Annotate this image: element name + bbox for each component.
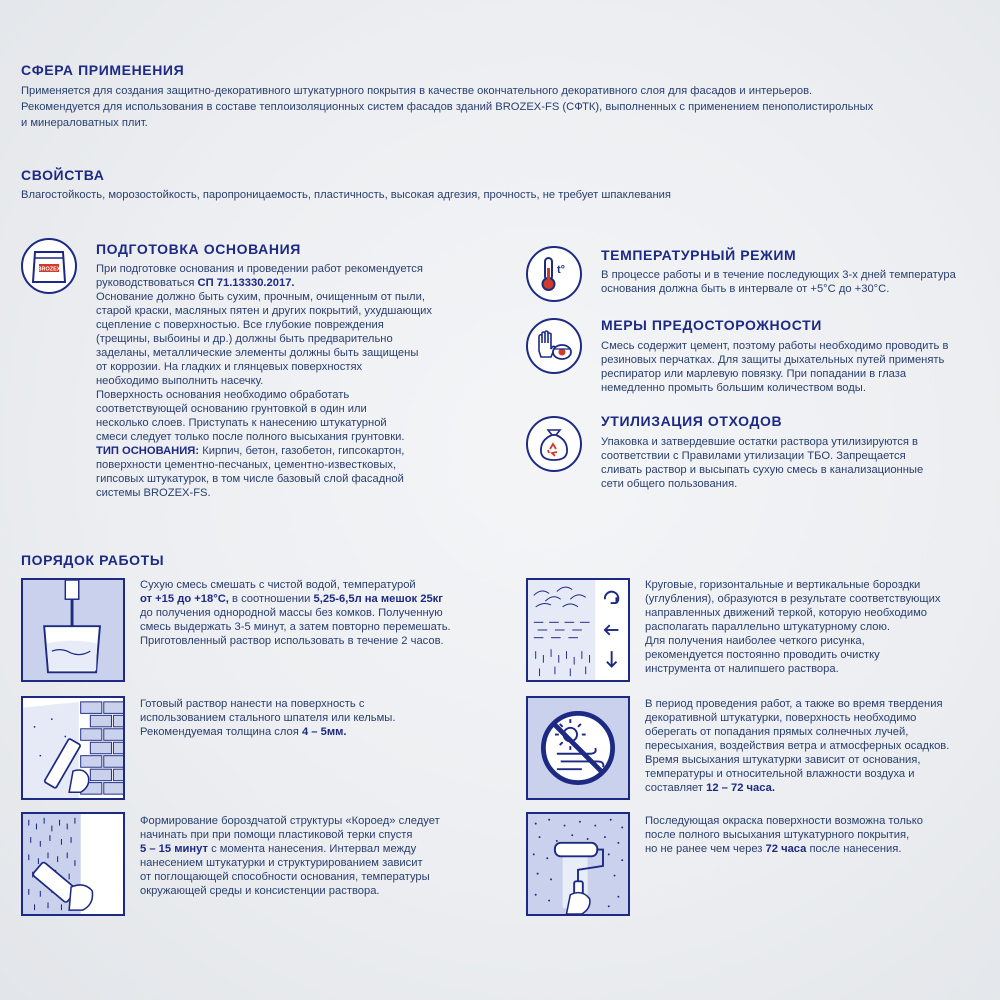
prep-line: (трещины, выбоины и др.) должны быть предварительно — [96, 333, 393, 345]
step1-text — [140, 578, 500, 648]
prec-line: Смесь содержит цемент, поэтому работы необходимо проводить в — [601, 340, 949, 352]
prep-line: несколько слоев. Приступать к нанесению штукатурной — [96, 417, 387, 429]
bag-brand-label: BROZEX — [37, 266, 61, 273]
prep-line: Поверхность основания необходимо обработать — [96, 389, 350, 401]
step4-line: рекомендуется постоянно проводить очистку — [645, 649, 880, 661]
step2-line — [140, 725, 500, 739]
sphere-text — [21, 84, 981, 130]
float-texturing-illustration — [21, 812, 125, 916]
step4-line: Круговые, горизонтальные и вертикальные бороздки — [645, 579, 921, 591]
step5-line: В период проведения работ, а также во время твердения — [645, 698, 943, 710]
properties-text: Влагостойкость, морозостойкость, паропроницаемость, пластичность, высокая адгезия, прочность, не требует шпаклевания — [21, 189, 671, 201]
step2-line: использованием стального шпателя или кельмы. — [140, 712, 396, 724]
prep-line — [96, 444, 476, 458]
step5-line: пересыхания, воздействия ветра и атмосферных осадков. — [645, 740, 950, 752]
disp-line: сети общего пользования. — [601, 478, 738, 490]
step6-line — [645, 842, 995, 856]
step1-line-part: в соотношении — [228, 593, 314, 605]
layer-thickness: 4 – 5мм. — [301, 726, 347, 738]
step1-line — [140, 592, 500, 606]
step2-line: Готовый раствор нанести на поверхность с — [140, 698, 365, 710]
step6-line: Последующая окраска поверхности возможна только — [645, 815, 923, 827]
step4-line: направленных движений теркой, которую необходимо — [645, 607, 927, 619]
step5-text — [645, 697, 995, 795]
trowel-application-illustration — [21, 696, 125, 800]
prep-line-part: Кирпич, бетон, газобетон, гипсокартон, — [202, 445, 405, 457]
step6-text — [645, 814, 995, 856]
mixing-temp: от +15 до +18°C, — [140, 593, 229, 605]
paint-roller-illustration — [526, 812, 630, 916]
prep-line: старой краски, масляных пятен и других покрытий, ухудшающих — [96, 305, 433, 317]
drying-time: 12 – 72 часа. — [706, 782, 775, 794]
step1-line: Сухую смесь смешать с чистой водой, температурой — [140, 579, 416, 591]
step3-text — [140, 814, 500, 898]
precautions-title: МЕРЫ ПРЕДОСТОРОЖНОСТИ — [601, 317, 822, 333]
step4-line: располагать параллельно штукатурному слою. — [645, 621, 890, 633]
prep-line: от коррозии. На гладких и глянцевых поверхностях — [96, 361, 363, 373]
step3-line: Формирование бороздчатой структуры «Короед» следует — [140, 815, 440, 827]
prec-line: резиновых перчатках. Для защиты дыхательных путей применять — [601, 354, 945, 366]
step1-line: до получения однородной массы без комков. Полученную — [140, 607, 443, 619]
temp-line: основания должна быть в интервале от +5°C до +30°C. — [601, 283, 890, 295]
step4-text — [645, 578, 995, 676]
step5-line-part: составляет — [645, 782, 707, 794]
step5-line: декоративной штукатурки, поверхность необходимо — [645, 712, 917, 724]
step3-line-part: с момента нанесения. Интервал между — [207, 843, 417, 855]
base-types-label: ТИП ОСНОВАНИЯ: — [96, 445, 200, 457]
sphere-line: и минераловатных плит. — [21, 117, 148, 129]
prep-line: смеси следует только после полного высыхания грунтовки. — [96, 431, 405, 443]
step4-line: инструмента от налипшего раствора. — [645, 663, 839, 675]
step5-line — [645, 781, 995, 795]
step2-line-part: Рекомендуемая толщина слоя — [140, 726, 302, 738]
prep-line: соответствующей основанию грунтовкой в один или — [96, 403, 367, 415]
disp-line: сливать раствор и высыпать сухую смесь в канализационные — [601, 464, 924, 476]
step4-line: Для получения наиболее четкого рисунка, — [645, 635, 865, 647]
step3-line: от поглощающей способности основания, температуры — [140, 871, 430, 883]
sphere-title: СФЕРА ПРИМЕНЕНИЯ — [21, 62, 185, 78]
step5-line: оберегать от попадания прямых солнечных лучей, — [645, 726, 909, 738]
texturing-time: 5 – 15 минут — [140, 843, 208, 855]
prec-line: респиратор или марлевую повязку. При попадании в глаза — [601, 368, 907, 380]
step6-line-part: но не ранее чем через — [645, 843, 766, 855]
step3-line — [140, 842, 500, 856]
prep-line: сцепление с поверхностью. Все глубокие повреждения — [96, 319, 384, 331]
disp-line: Упаковка и затвердевшие остатки раствора утилизируются в — [601, 436, 918, 448]
thermometer-icon — [526, 246, 582, 302]
step2-text — [140, 697, 500, 739]
sp-reference: СП 71.13330.2017. — [197, 277, 295, 289]
prep-line: гипсовых штукатурок, в том числе базовый слой фасадной — [96, 473, 404, 485]
step5-line: Время высыхания штукатурки зависит от основания, — [645, 754, 921, 766]
step3-line: начинать при при помощи пластиковой терки спустя — [140, 829, 413, 841]
prep-line: системы BROZEX-FS. — [96, 487, 211, 499]
prep-line: При подготовке основания и проведении работ рекомендуется — [96, 263, 423, 275]
prep-line: заделаны, металлические элементы должны быть защищены — [96, 347, 419, 359]
step6-line: после полного высыхания штукатурного покрытия, — [645, 829, 910, 841]
mixing-illustration — [21, 578, 125, 682]
preparation-title: ПОДГОТОВКА ОСНОВАНИЯ — [96, 241, 301, 257]
recycle-bag-icon — [526, 416, 582, 472]
step3-line: нанесением штукатурки и структурированием зависит — [140, 857, 423, 869]
step4-line: (углубления), образуются в результате соответствующих — [645, 593, 941, 605]
step5-line: температуры и относительной влажности воздуха и — [645, 768, 915, 780]
disp-line: соответствии с Правилами утилизации ТБО. Запрещается — [601, 450, 906, 462]
disposal-title: УТИЛИЗАЦИЯ ОТХОДОВ — [601, 413, 783, 429]
step3-line: окружающей среды и консистенции раствора. — [140, 885, 380, 897]
workflow-title: ПОРЯДОК РАБОТЫ — [21, 552, 165, 568]
prep-line: Основание должно быть сухим, прочным, очищенным от пыли, — [96, 291, 425, 303]
prep-line: необходимо выполнить насечку. — [96, 375, 264, 387]
temperature-icon-label: t° — [556, 264, 566, 276]
sphere-line: Применяется для создания защитно-декоративного штукатурного покрытия в качестве окончательного декоративного слоя для фасадов и интерьеров. — [21, 85, 813, 97]
groove-patterns-illustration — [526, 578, 630, 682]
prep-line-part: руководствоваться — [96, 277, 198, 289]
step1-line: Приготовленный раствор использовать в течение 2 часов. — [140, 635, 444, 647]
step6-line-part: после нанесения. — [806, 843, 902, 855]
preparation-text — [96, 262, 476, 500]
painting-wait-time: 72 часа — [765, 843, 807, 855]
step1-line: смесь выдержать 3-5 минут, а затем повторно перемешать. — [140, 621, 451, 633]
bag-icon — [21, 238, 77, 294]
disposal-text — [601, 435, 991, 491]
prep-line: поверхности цементно-песчаных, цементно-известковых, — [96, 459, 397, 471]
precautions-text — [601, 339, 991, 395]
temperature-title: ТЕМПЕРАТУРНЫЙ РЕЖИМ — [601, 247, 797, 263]
temp-line: В процессе работы и в течение последующих 3-х дней температура — [601, 269, 956, 281]
temperature-text — [601, 268, 991, 296]
properties-title: СВОЙСТВА — [21, 167, 105, 183]
sphere-line: Рекомендуется для использования в составе теплоизоляционных систем фасадов зданий BROZEX-FS (СФТК), выполненных с применением пенополистирольных — [21, 101, 874, 113]
prep-line — [96, 276, 476, 290]
no-sun-wind-illustration — [526, 696, 630, 800]
prec-line: немедленно промыть большим количеством воды. — [601, 382, 866, 394]
glove-respirator-icon — [526, 318, 582, 374]
mixing-ratio: 5,25-6,5л на мешок 25кг — [313, 593, 443, 605]
